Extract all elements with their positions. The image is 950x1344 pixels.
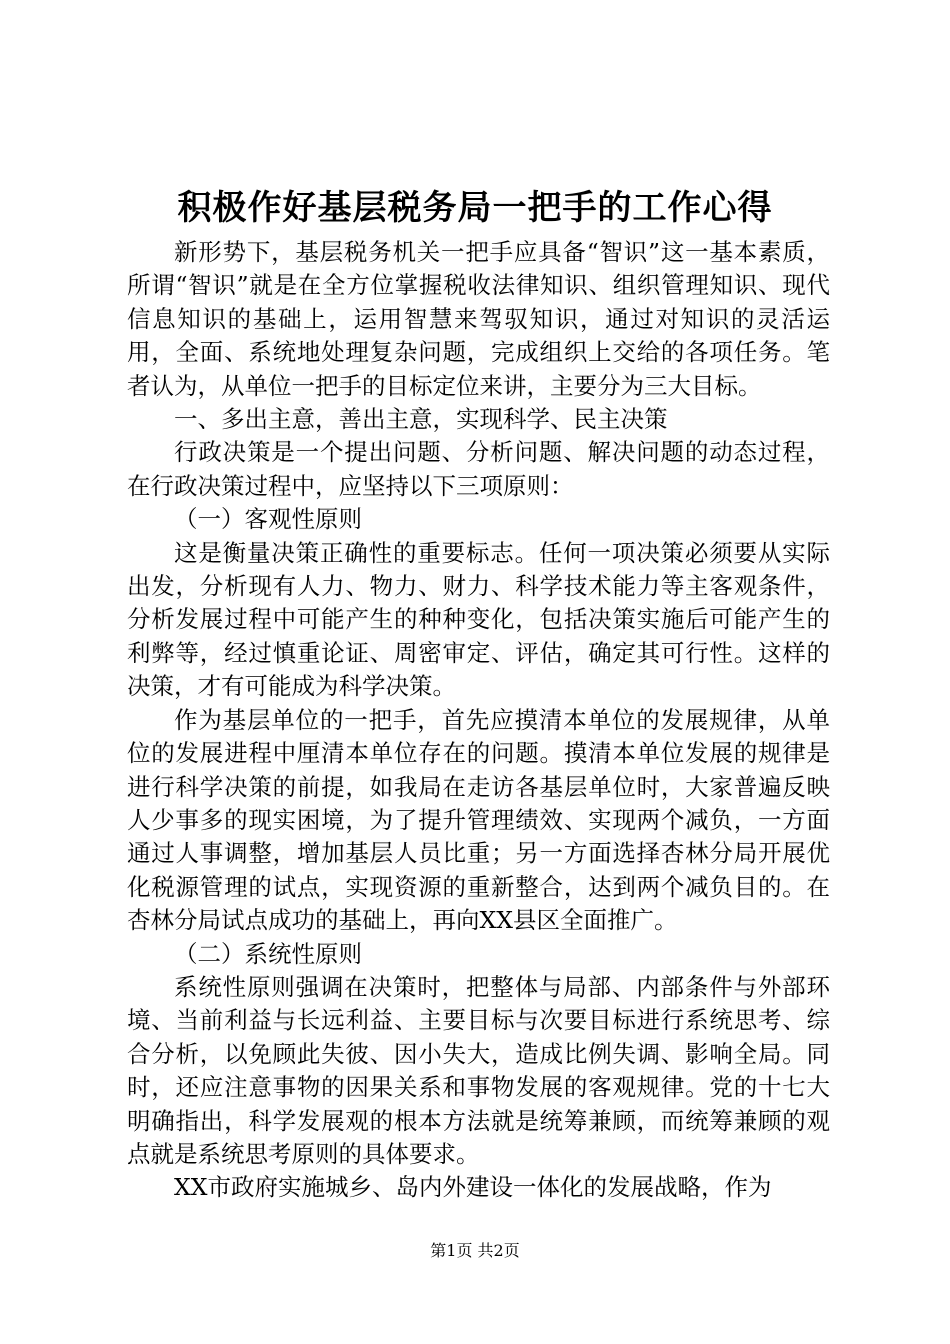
subheading-objectivity: （一）客观性原则 [174,505,362,534]
subheading-systematic: （二）系统性原则 [174,939,362,968]
paragraph-systematic: 系统性原则强调在决策时，把整体与局部、内部条件与外部环境、当前利益与长远利益、主要目标与次要目标进行系统思考、综合分析，以免顾此失彼、因小失大，造成比例失调、影响全局。同时，还应注意事物的因果关系和事物发展的客观规律。党的十七大明确指出，科学发展观的根本方法就是统筹兼顾，而统筹兼顾的观点就是系统思考原则的具体要求。 [127,972,830,1168]
paragraph-city-strategy: XX市政府实施城乡、岛内外建设一体化的发展战略，作为 [174,1173,772,1202]
document-body [127,236,830,1205]
paragraph-grassroots-leader: 作为基层单位的一把手，首先应摸清本单位的发展规律，从单位的发展进程中厘清本单位存在的问题。摸清本单位发展的规律是进行科学决策的前提，如我局在走访各基层单位时，大家普遍反映人少事多的现实困境，为了提升管理绩效、实现两个减负，一方面通过人事调整，增加基层人员比重；另一方面选择杏林分局开展优化税源管理的试点，实现资源的重新整合，达到两个减负目的。在杏林分局试点成功的基础上，再向XX县区全面推广。 [127,705,830,935]
paragraph-objectivity: 这是衡量决策正确性的重要标志。任何一项决策必须要从实际出发，分析现有人力、物力、财力、科学技术能力等主客观条件，分析发展过程中可能产生的种种变化，包括决策实施后可能产生的利弊等，经过慎重论证、周密审定、评估，确定其可行性。这样的决策，才有可能成为科学决策。 [127,538,830,701]
paragraph-decision-process: 行政决策是一个提出问题、分析问题、解决问题的动态过程，在行政决策过程中，应坚持以下三项原则： [127,438,830,500]
section-heading-1: 一、多出主意，善出主意，实现科学、民主决策 [174,405,668,434]
page-footer: 第1页 共2页 [430,1241,520,1260]
document-title: 积极作好基层税务局一把手的工作心得 [177,188,773,228]
paragraph-intro: 新形势下，基层税务机关一把手应具备“智识”这一基本素质，所谓“智识”就是在全方位掌握税收法律知识、组织管理知识、现代信息知识的基础上，运用智慧来驾驭知识，通过对知识的灵活运用，全面、系统地处理复杂问题，完成组织上交给的各项任务。笔者认为，从单位一把手的目标定位来讲，主要分为三大目标。 [127,238,830,400]
